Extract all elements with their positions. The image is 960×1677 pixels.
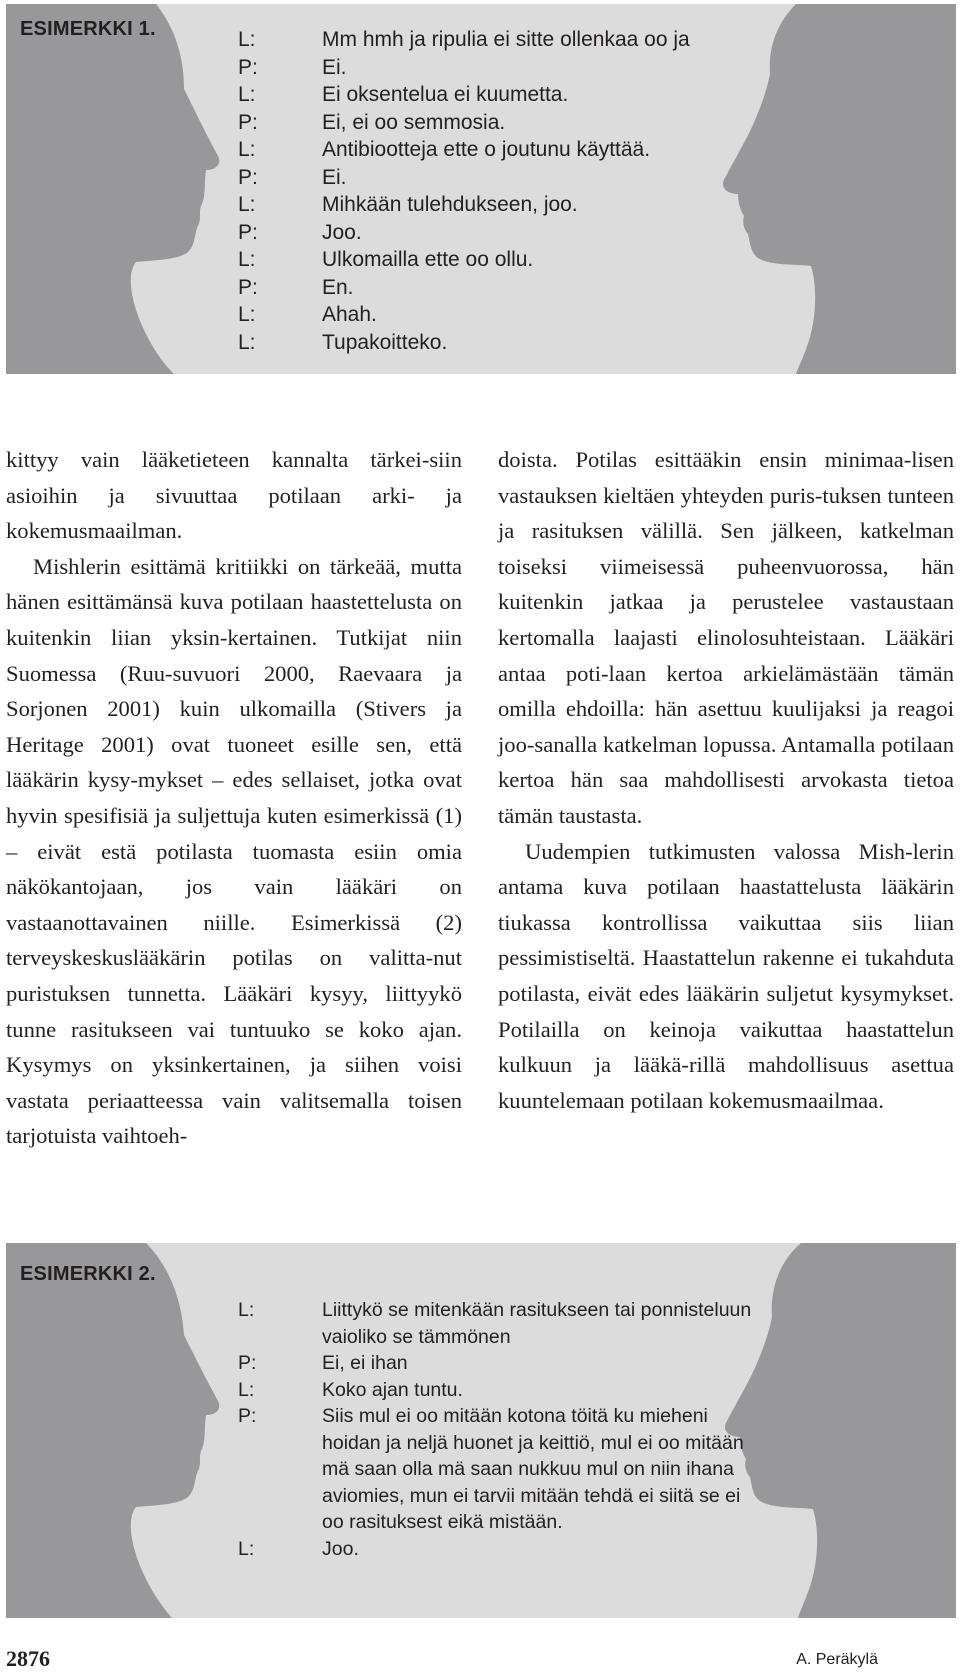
- example-2-dialogue: [238, 1297, 762, 1562]
- dialogue-line: [238, 246, 782, 274]
- utterance: Joo.: [322, 1537, 359, 1560]
- utterance: Koko ajan tuntu.: [322, 1378, 463, 1401]
- speaker: L:: [238, 138, 256, 161]
- speaker: L:: [238, 193, 256, 216]
- speaker: L:: [238, 1378, 255, 1401]
- speaker: L:: [238, 303, 256, 326]
- body-column-right: [498, 442, 954, 1118]
- speaker: P:: [238, 165, 258, 189]
- utterance: Ei, ei ihan: [322, 1352, 408, 1374]
- utterance: Ei oksentelua ei kuumetta.: [322, 83, 569, 106]
- speaker: P:: [238, 110, 258, 134]
- speaker: L:: [238, 248, 256, 271]
- utterance: Ei, ei oo semmosia.: [322, 110, 506, 134]
- dialogue-line: [238, 219, 782, 247]
- speaker: P:: [238, 1405, 257, 1427]
- speaker: L:: [238, 1537, 255, 1560]
- example-1-label: ESIMERKKI 1.: [20, 18, 156, 40]
- dialogue-line: [238, 164, 782, 192]
- dialogue-line: [238, 1350, 762, 1377]
- dialogue-line: [238, 1297, 762, 1350]
- left-head-silhouette: [6, 1243, 219, 1618]
- utterance: En.: [322, 275, 354, 299]
- dialogue-line: [238, 136, 782, 164]
- dialogue-line: [238, 329, 782, 357]
- body-column-left: [6, 442, 462, 1154]
- example-2-box: [6, 1243, 956, 1618]
- dialogue-line: [238, 109, 782, 137]
- utterance: Tupakoitteko.: [322, 330, 448, 354]
- utterance: Mihkään tulehdukseen, joo.: [322, 193, 578, 216]
- speaker: L:: [238, 28, 256, 51]
- utterance: Ahah.: [322, 303, 377, 326]
- dialogue-line: [238, 54, 782, 82]
- dialogue-line: [238, 274, 782, 302]
- speaker: P:: [238, 1352, 257, 1374]
- utterance: Antibiootteja ette o joutunu käyttää.: [322, 138, 651, 161]
- example-1-dialogue: [238, 26, 782, 356]
- speaker: P:: [238, 55, 258, 79]
- utterance: Joo.: [322, 220, 362, 244]
- paragraph: kittyy vain lääketieteen kannalta tärkei-siin asioihin ja sivuuttaa potilaan arki- ja kokemusmaailman.: [6, 447, 462, 544]
- utterance: Mm hmh ja ripulia ei sitte ollenkaa oo ja: [322, 28, 690, 51]
- paragraph: doista. Potilas esittääkin ensin minimaa-lisen vastauksen kieltäen yhteyden puris-tuksen tunteen ja rasituksen välillä. Sen jälkeen, katkelman toiseksi viimeisessä puheenvuorossa, hän kuitenkin jatkaa ja perustelee vastaustaan kertomalla laajasti elinolosuhteistaan. Lääkäri antaa poti-laan kertoa arkielämästään tämän omilla ehdoilla: hän asettuu kuulijaksi ja reagoi joo-sanalla katkelman lopussa. Antamalla potilaan kertoa hän saa mahdollisesti arvokasta tietoa tämän taustasta.: [498, 447, 954, 828]
- utterance: Ulkomailla ette oo ollu.: [322, 248, 534, 271]
- example-2-label: ESIMERKKI 2.: [20, 1263, 156, 1285]
- utterance: Ei.: [322, 55, 347, 79]
- speaker: P:: [238, 275, 258, 299]
- paragraph: Uudempien tutkimusten valossa Mish-lerin antama kuva potilaan haastattelusta lääkärin tiukassa kontrollissa vaikuttaa siis liian pessimistiseltä. Haastattelun rakenne ei tukahduta potilasta, eivät edes lääkärin suljetut kysymykset. Potilailla on keinoja vaikuttaa haastattelun kulkuun ja lääkä-rillä mahdollisuus asettua kuuntelemaan potilaan kokemusmaailmaa.: [498, 838, 954, 1113]
- paragraph: Mishlerin esittämä kritiikki on tärkeää, mutta hänen esittämänsä kuva potilaan haastettelusta on kuitenkin liian yksin-kertainen. Tutkijat niin Suomessa (Ruu-suvuori 2000, Raevaara ja Sorjonen 2001) kuin ulkomailla (Stivers ja Heritage 2001) ovat tuoneet esille sen, että lääkärin kysy-mykset – edes sellaiset, jotka ovat hyvin spesifisiä ja suljettuja kuten esimerkissä (1) – eivät estä potilasta tuomasta esiin omia näkökantojaan, jos vain lääkäri on vastaanottavainen niille. Esimerkissä (2) terveyskeskuslääkärin potilas on valitta-nut puristuksen tunnetta. Lääkäri kysyy, liittyykö tunne rasitukseen vai tuntuuko se koko ajan. Kysymys on yksinkertainen, ja siihen voisi vastata periaatteessa vain valitsemalla toisen tarjotuista vaihtoeh-: [6, 553, 462, 1149]
- dialogue-line: [238, 1536, 762, 1563]
- utterance: Siis mul ei oo mitään kotona töitä ku mieheni hoidan ja neljä huonet ja keittiö, mul ei oo mitään mä saan olla mä saan nukkuu mul on niin ihana aviomies, mun ei tarvii mitään tehdä ei siitä se ei oo rasituksest eikä mistään.: [322, 1405, 744, 1533]
- speaker: L:: [238, 1299, 255, 1321]
- dialogue-line: [238, 26, 782, 54]
- dialogue-line: [238, 1377, 762, 1404]
- dialogue-line: [238, 81, 782, 109]
- speaker: L:: [238, 83, 256, 106]
- speaker: L:: [238, 330, 256, 354]
- left-head-silhouette: [6, 4, 219, 374]
- page-number: 2876: [6, 1646, 50, 1671]
- utterance: Liittykö se mitenkään rasitukseen tai ponnisteluun vaioliko se tämmönen: [322, 1299, 752, 1348]
- example-1-box: [6, 4, 956, 374]
- dialogue-line: [238, 1403, 762, 1536]
- dialogue-line: [238, 191, 782, 219]
- utterance: Ei.: [322, 165, 347, 189]
- speaker: P:: [238, 220, 258, 244]
- author-name: A. Peräkylä: [796, 1651, 878, 1668]
- dialogue-line: [238, 301, 782, 329]
